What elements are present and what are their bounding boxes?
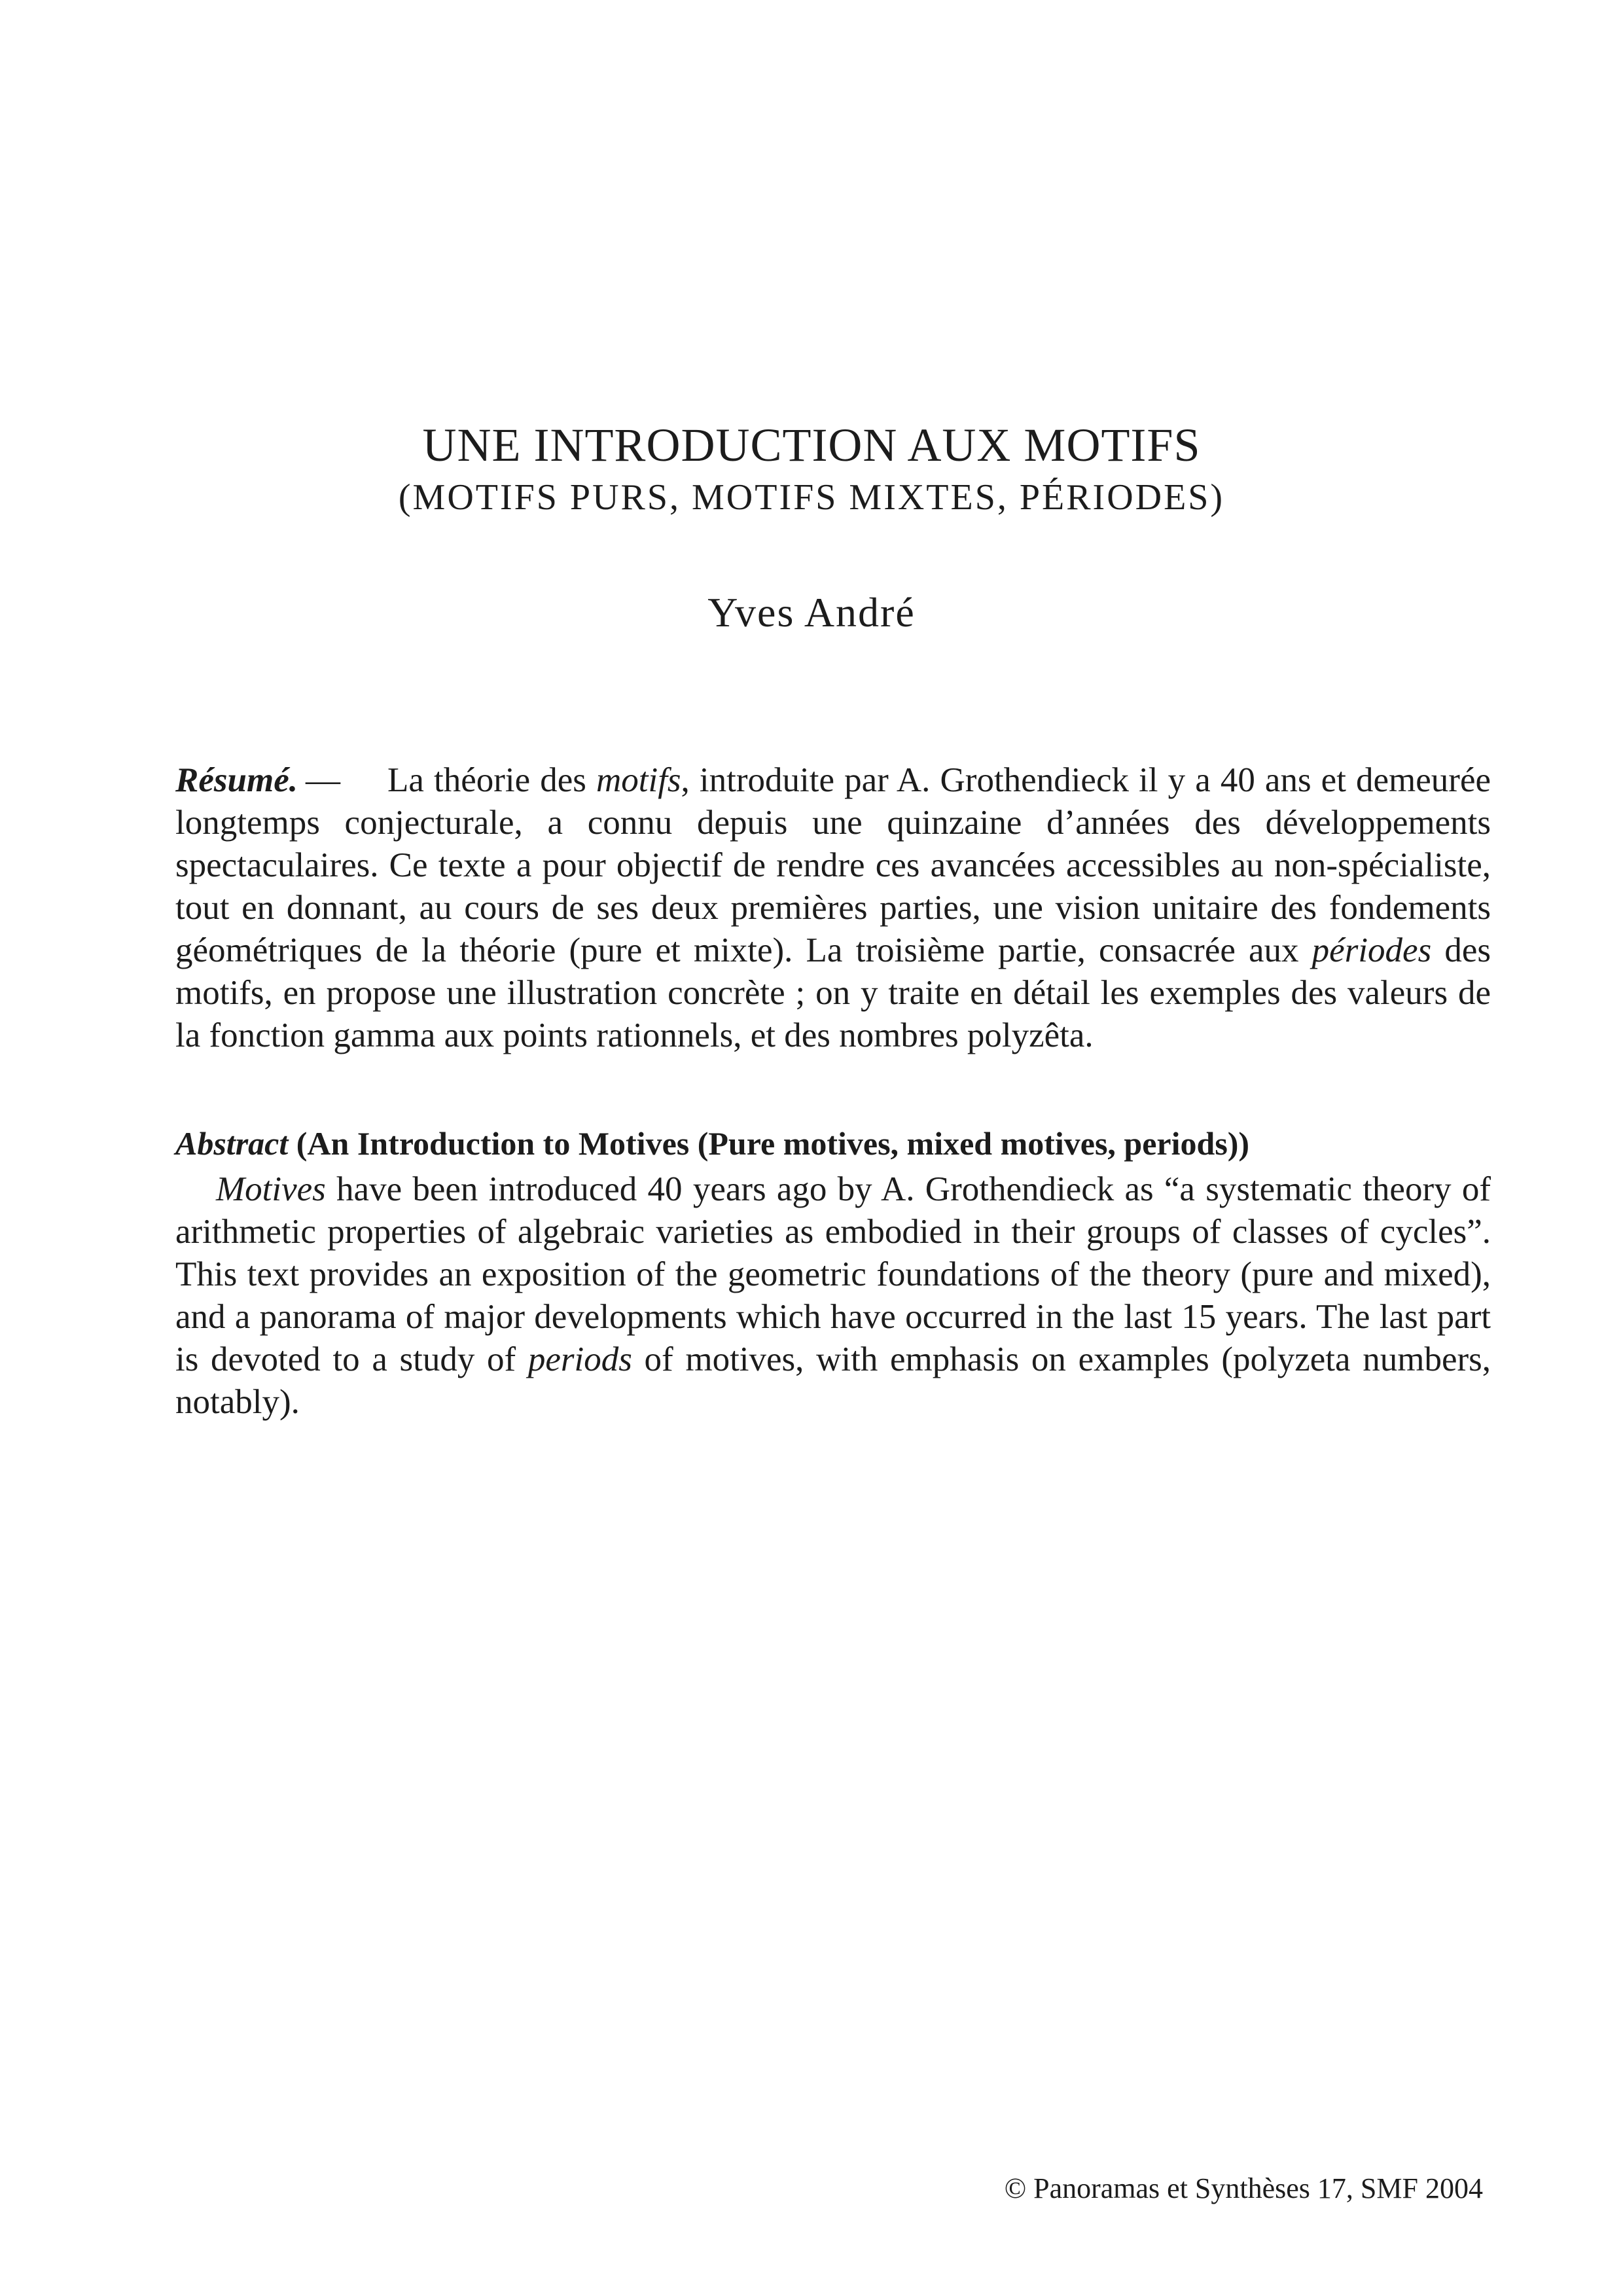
- resume-emphasis-periodes: périodes: [1311, 931, 1432, 969]
- resume-text-3: des motifs, en propose une illustration concrète ; on y traite en détail les exemples des valeurs de la fonction gamma aux points rationnels, et des nombres polyzêta.: [175, 931, 1491, 1054]
- resume-text-2: , introduite par A. Grothendieck il y a 40 ans et demeurée longtemps conjecturale, a connu depuis une quinzaine d’années des développements spectaculaires. Ce texte a pour objectif de rendre ces avancées accessibles au non-spécialiste, tout en donnant, au cours de ses deux premières parties, une vision unitaire des fondements géométriques de la théorie (pure et mixte). La troisième partie, consacrée aux: [175, 761, 1491, 969]
- copyright-footer: © Panoramas et Synthèses 17, SMF 2004: [1004, 2172, 1483, 2204]
- resume-emphasis-motifs: motifs: [596, 761, 681, 799]
- abstract-heading: [175, 1122, 1491, 1165]
- abstract-emphasis-periods: periods: [527, 1340, 632, 1378]
- resume-paragraph: [175, 759, 1491, 1057]
- page-subtitle: (MOTIFS PURS, MOTIFS MIXTES, PÉRIODES): [398, 477, 1225, 518]
- abstract-text-2: of motives, with emphasis on examples (polyzeta numbers, notably).: [175, 1340, 1491, 1421]
- abstract-text-1: have been introduced 40 years ago by A. Grothendieck as “a systematic theory of arithmetic properties of algebraic varieties as embodied in their groups of classes of cycles”. This text provides an exposition of the geometric foundations of the theory (pure and mixed), and a panorama of major developments which have occurred in the last 15 years. The last part is devoted to a study of: [175, 1170, 1491, 1378]
- abstract-emphasis-motives: Motives: [216, 1170, 326, 1208]
- resume-label: Résumé.: [175, 761, 298, 799]
- author-name: Yves André: [707, 589, 916, 636]
- resume-text-1: La théorie des: [387, 761, 596, 799]
- abstract-paragraph: [175, 1168, 1491, 1424]
- resume-dash: —: [305, 761, 340, 799]
- abstract-heading-text: (An Introduction to Motives (Pure motives, mixed motives, periods)): [288, 1125, 1250, 1162]
- abstract-label: Abstract: [175, 1125, 289, 1162]
- page-title: UNE INTRODUCTION AUX MOTIFS: [422, 419, 1201, 471]
